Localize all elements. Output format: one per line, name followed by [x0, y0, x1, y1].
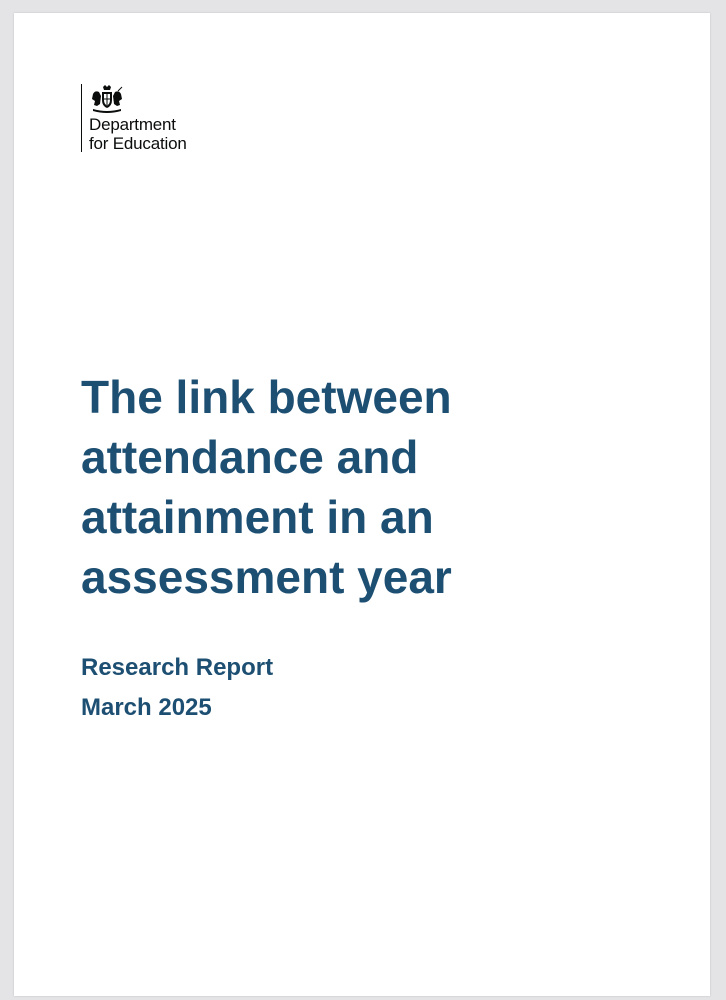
report-title [81, 367, 641, 607]
royal-coat-of-arms-icon [89, 84, 125, 114]
title-line-4: assessment year [81, 551, 452, 603]
title-line-2: attendance and [81, 431, 419, 483]
document-page [14, 13, 710, 996]
dfe-logo [81, 84, 187, 152]
title-line-1: The link between [81, 371, 452, 423]
report-type: Research Report [81, 654, 274, 681]
organisation-name [89, 115, 187, 153]
organisation-name-line-2: for Education [89, 134, 187, 153]
report-meta [81, 648, 273, 728]
report-date: March 2025 [81, 694, 212, 721]
title-line-3: attainment in an [81, 491, 434, 543]
organisation-name-line-1: Department [89, 115, 176, 134]
